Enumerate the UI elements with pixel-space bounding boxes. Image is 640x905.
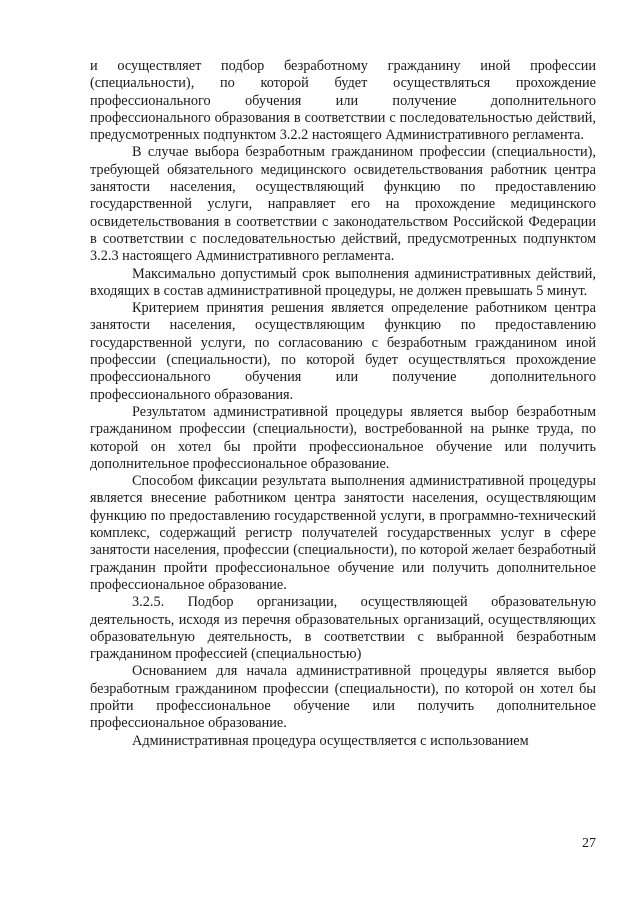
paragraph-result: Результатом административной процедуры является выбор безработным гражданином профессии (специальности), востребованной на рынке труда, по которой он хотел бы пройти профессиональное обучение или получить дополнительное профессиональное образование. xyxy=(90,403,596,472)
paragraph-basis: Основанием для начала административной процедуры является выбор безработным гражданином профессии (специальности), по которой он хотел бы пройти профессиональное обучение или получить дополнительное профессиональное образование. xyxy=(90,663,596,732)
paragraph-fixation-method: Способом фиксации результата выполнения административной процедуры является внесение работником центра занятости населения, осуществляющим функцию по предоставлению государственной услуги, в программно-технический комплекс, содержащий регистр получателей государственных услуг в сфере занятости населения, профессии (специальности), по которой желает безработный гражданин пройти профессиональное обучение или получить дополнительное профессиональное образование. xyxy=(90,473,596,593)
page-number: 27 xyxy=(582,836,596,851)
paragraph-continuation: и осуществляет подбор безработному гражданину иной профессии (специальности), по которой будет осуществляться прохождение профессионального обучения или получение дополнительного профессионального образования в соответствии с последовательностью действий, предусмотренных подпунктом 3.2.2 настоящего Административного регламента. xyxy=(90,58,596,144)
paragraph-procedure: Административная процедура осуществляется с использованием xyxy=(132,732,529,749)
document-body xyxy=(90,58,596,750)
paragraph-medical-exam: В случае выбора безработным гражданином профессии (специальности), требующей обязательного медицинского освидетельствования работник центра занятости населения, осуществляющий функцию по предоставлению государственной услуги, направляет его на прохождение медицинского освидетельствования в соответствии с законодательством Российской Федерации в соответствии с последовательностью действий, предусмотренных подпунктом 3.2.3 настоящего Административного регламента. xyxy=(90,144,596,265)
paragraph-section-3-2-5: 3.2.5. Подбор организации, осуществляющей образовательную деятельность, исходя из перечня образовательных организаций, осуществляющих образовательную деятельность, в соответствии с выбранной безработным гражданином профессией (специальностью) xyxy=(90,594,596,663)
paragraph-decision-criterion: Критерием принятия решения является определение работником центра занятости населения, осуществляющим функцию по предоставлению государственной услуги, по согласованию с безработным гражданином иной профессии (специальности), по которой будет осуществляться прохождение профессионального обучения или получение дополнительного профессионального образования. xyxy=(90,300,596,403)
paragraph-max-time: Максимально допустимый срок выполнения административных действий, входящих в состав административной процедуры, не должен превышать 5 минут. xyxy=(90,265,596,299)
